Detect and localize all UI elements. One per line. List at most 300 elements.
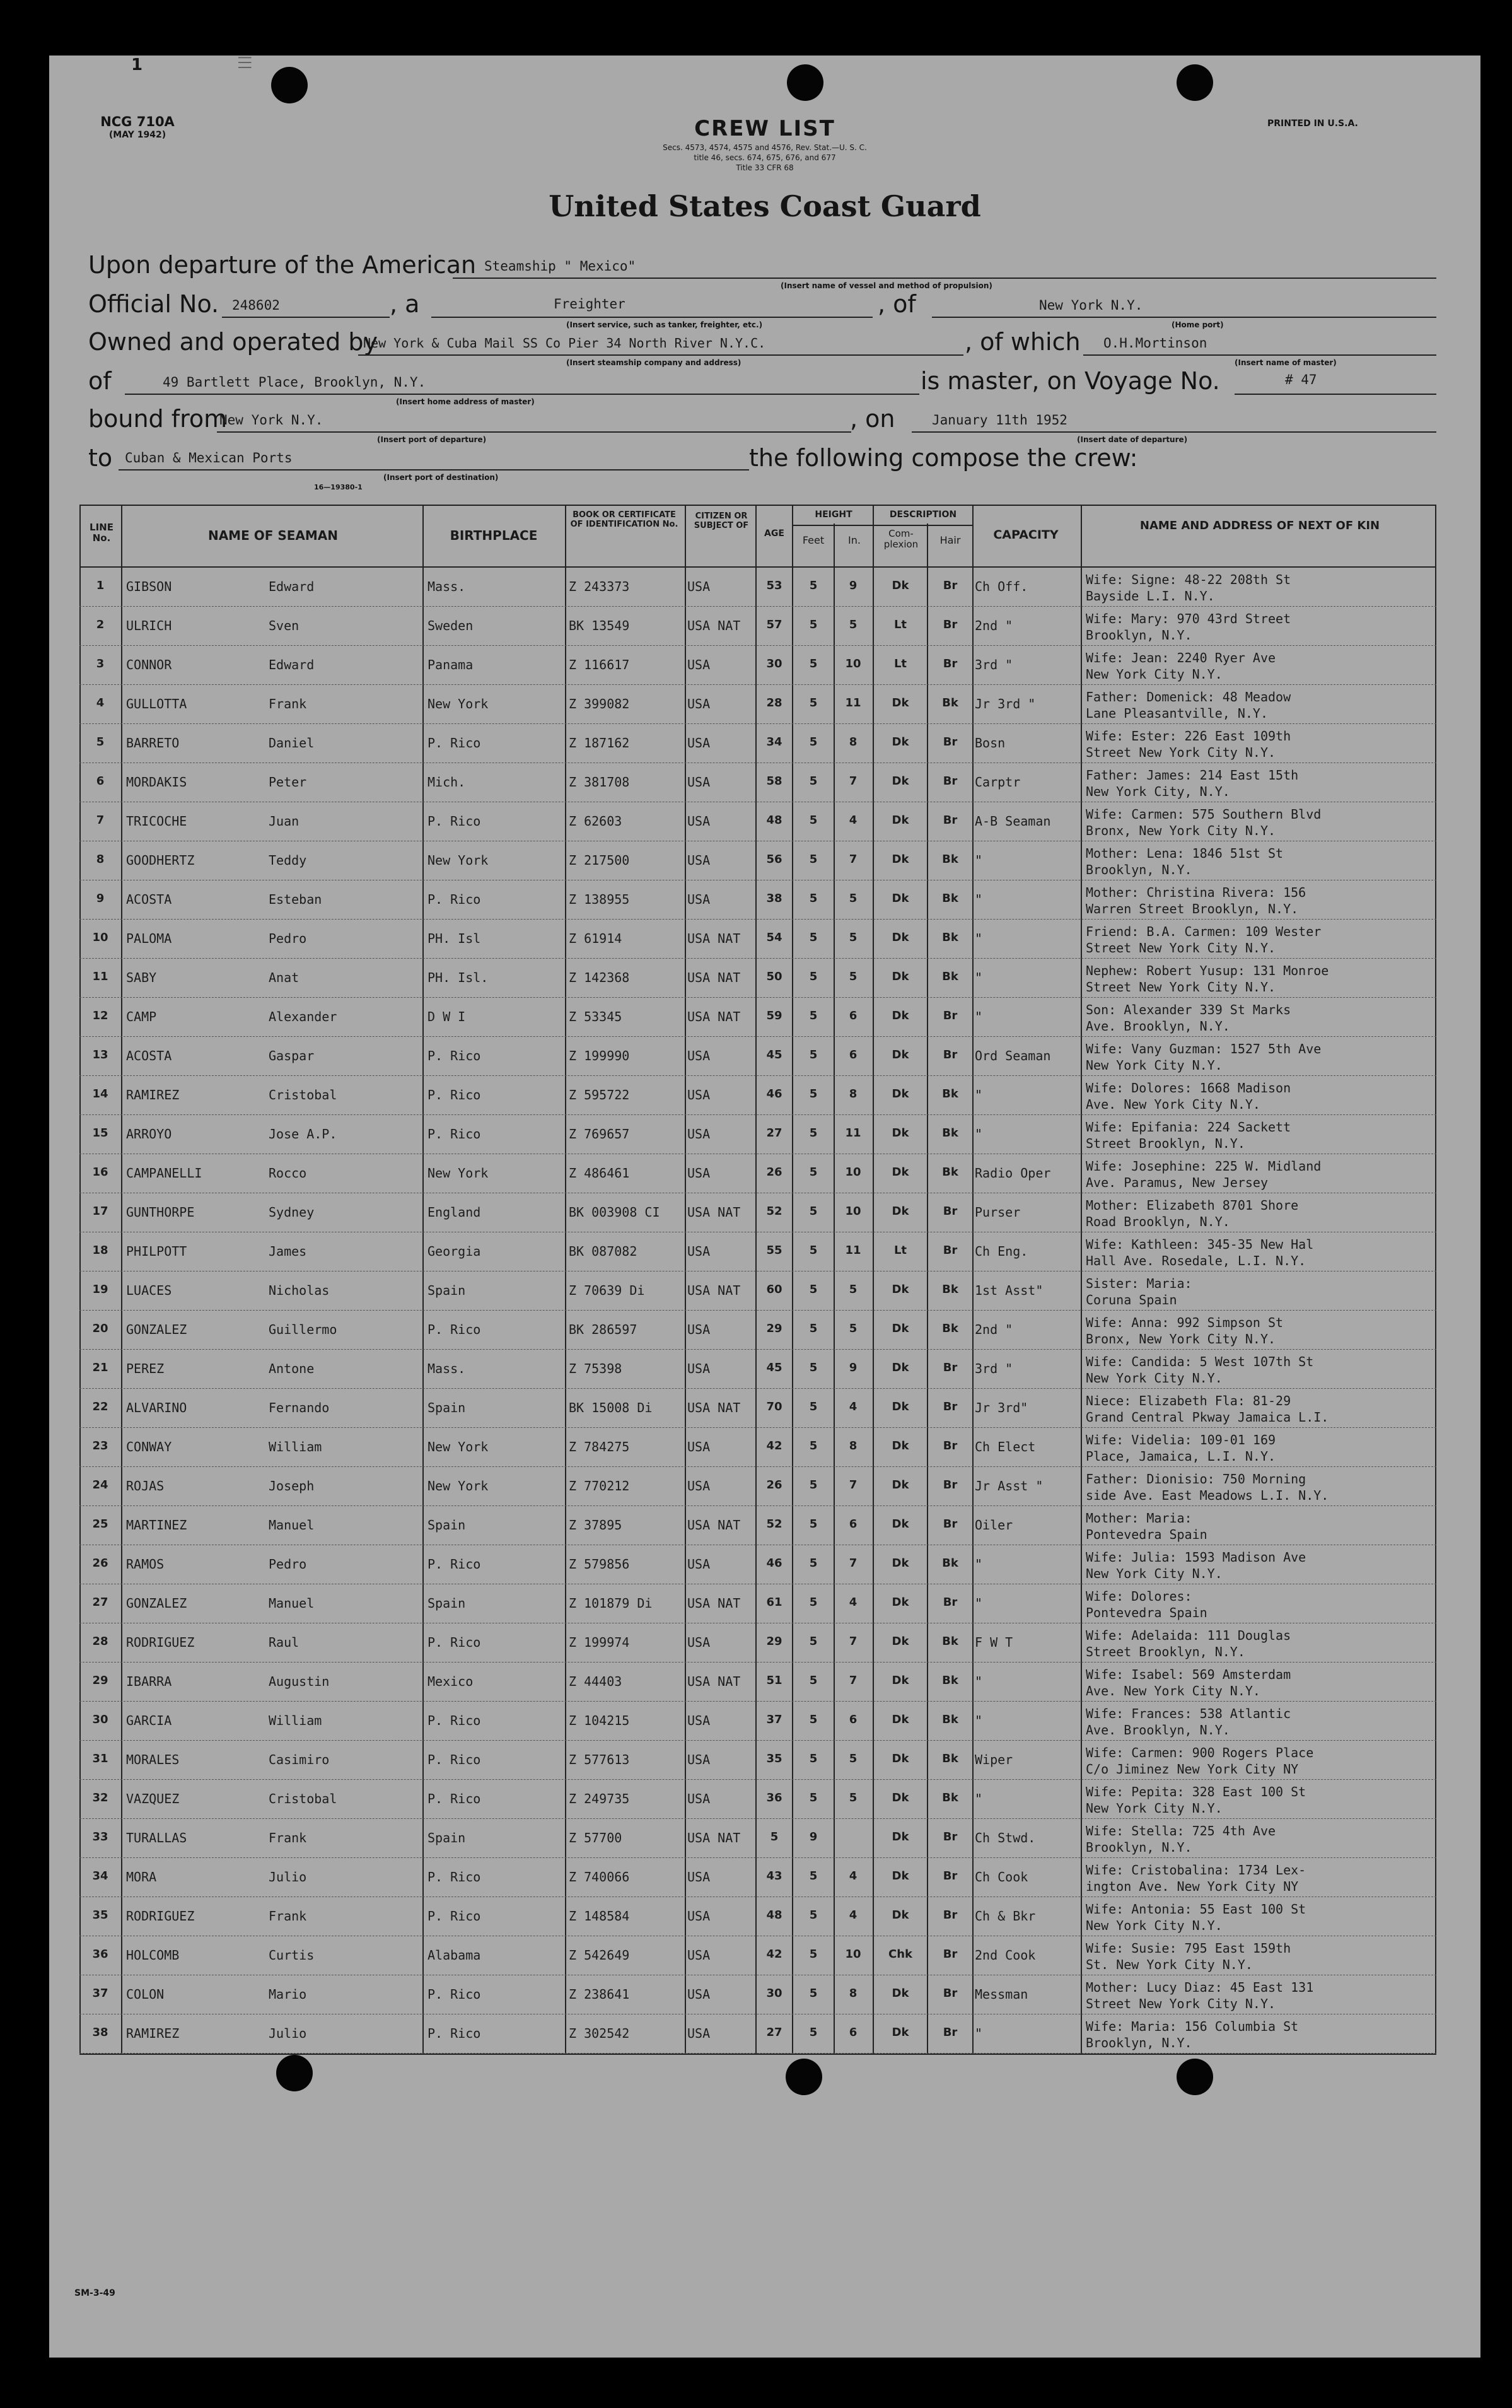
line-number: 10 (92, 931, 108, 944)
seaman-surname: RAMOS (126, 1557, 165, 1572)
capacity: Ch Cook (975, 1869, 1028, 1885)
seaman-given-name: Pedro (269, 931, 307, 946)
seaman-given-name: Edward (269, 657, 315, 672)
seaman-surname: GONZALEZ (126, 1322, 187, 1337)
capacity: 2nd Cook (975, 1948, 1036, 1963)
citizenship: USA NAT (687, 1674, 741, 1689)
citizenship: USA (687, 892, 711, 907)
seaman-given-name: Peter (269, 774, 307, 790)
crew-row (79, 1115, 1436, 1154)
hair-color: Br (943, 1987, 958, 2000)
line-number: 3 (96, 657, 105, 670)
birthplace: P. Rico (427, 1322, 481, 1337)
compose-label: the following compose the crew: (749, 444, 1138, 472)
hair-color: Br (943, 1908, 958, 1922)
crew-row (79, 1897, 1436, 1936)
birthplace: New York (427, 696, 489, 711)
age: 26 (766, 1166, 782, 1179)
next-of-kin-line-2: Ave. Paramus, New Jersey (1086, 1175, 1268, 1190)
crew-row (79, 607, 1436, 646)
height-inches: 10 (845, 1166, 861, 1179)
birthplace: Spain (427, 1517, 466, 1533)
height-inches: 5 (849, 931, 858, 944)
citizenship: USA (687, 1752, 711, 1767)
master-name-hint: (Insert name of master) (1235, 358, 1337, 367)
next-of-kin-line-2: Street Brooklyn, N.Y. (1086, 1136, 1245, 1151)
complexion: Dk (892, 735, 909, 749)
row-divider (79, 2053, 1436, 2054)
binder-hole (787, 64, 823, 101)
citizenship: USA (687, 2026, 711, 2041)
filing-stamp: ||| (238, 56, 253, 71)
line-number: 25 (92, 1517, 108, 1531)
certificate-number: Z 784275 (569, 1439, 630, 1454)
birthplace: P. Rico (427, 892, 481, 907)
seaman-surname: PHILPOTT (126, 1244, 187, 1259)
citizenship: USA (687, 1557, 711, 1572)
next-of-kin-line-1: Mother: Lena: 1846 51st St (1086, 846, 1284, 861)
departure-date-hint: (Insert date of departure) (1077, 435, 1188, 444)
certificate-number: Z 217500 (569, 853, 630, 868)
hair-color: Br (943, 1869, 958, 1883)
capacity: " (975, 892, 983, 907)
next-of-kin-line-2: Coruna Spain (1086, 1292, 1177, 1307)
form-number-date: (MAY 1942) (108, 130, 166, 141)
next-of-kin-line-1: Wife: Mary: 970 43rd Street (1086, 611, 1291, 626)
print-code: 16—19380-1 (314, 483, 363, 491)
height-inches: 4 (849, 1869, 858, 1883)
col-capacity: CAPACITY (993, 528, 1059, 542)
height-inches: 5 (849, 1752, 858, 1765)
complexion: Dk (892, 1908, 909, 1922)
height-inches: 6 (849, 1517, 858, 1531)
footer-code: SM-3-49 (74, 2288, 115, 2298)
birthplace: England (427, 1205, 481, 1220)
line-number: 23 (92, 1439, 108, 1452)
age: 54 (766, 931, 782, 944)
line-number: 33 (92, 1830, 108, 1844)
height-feet: 5 (809, 774, 818, 788)
line-number: 38 (92, 2026, 108, 2039)
height-feet: 5 (809, 1752, 818, 1765)
seaman-given-name: Guillermo (269, 1322, 337, 1337)
capacity: 2nd " (975, 1322, 1013, 1337)
birthplace: P. Rico (427, 735, 481, 751)
birthplace: P. Rico (427, 1908, 481, 1924)
crew-row (79, 1428, 1436, 1467)
seaman-given-name: Manuel (269, 1596, 315, 1611)
seaman-surname: ULRICH (126, 618, 172, 633)
next-of-kin-line-1: Wife: Carmen: 900 Rogers Place (1086, 1745, 1314, 1760)
next-of-kin (1086, 1510, 1434, 1543)
next-of-kin (1086, 1119, 1434, 1152)
line-number: 29 (92, 1674, 108, 1687)
complexion: Dk (892, 1674, 909, 1687)
citizenship: USA (687, 1048, 711, 1063)
height-feet: 5 (809, 1244, 818, 1257)
capacity: 3rd " (975, 1361, 1013, 1376)
departure-label: Upon departure of the American (88, 251, 477, 279)
capacity: Jr 3rd" (975, 1400, 1028, 1415)
line-number: 30 (92, 1713, 108, 1726)
citizenship: USA (687, 1635, 711, 1650)
a-label: , a (390, 290, 420, 318)
citizenship: USA (687, 853, 711, 868)
birthplace: P. Rico (427, 1713, 481, 1728)
owned-label: Owned and operated by (88, 328, 378, 356)
seaman-given-name: Jose A.P. (269, 1126, 337, 1142)
seaman-surname: CAMPANELLI (126, 1166, 202, 1181)
crew-row (79, 959, 1436, 998)
certificate-number: Z 116617 (569, 657, 630, 672)
height-inches: 8 (849, 1987, 858, 2000)
height-feet: 5 (809, 657, 818, 670)
complexion: Dk (892, 1869, 909, 1883)
capacity: Purser (975, 1205, 1021, 1220)
crew-row (79, 841, 1436, 880)
capacity: Ord Seaman (975, 1048, 1051, 1063)
next-of-kin-line-1: Father: Dionisio: 750 Morning (1086, 1471, 1306, 1487)
line-number: 2 (96, 618, 105, 631)
birthplace: Spain (427, 1830, 466, 1845)
capacity: " (975, 2026, 983, 2041)
col-complexion: Com-plexion (883, 528, 919, 551)
seaman-surname: RODRIGUEZ (126, 1635, 195, 1650)
complexion: Dk (892, 1322, 909, 1335)
height-inches: 5 (849, 1283, 858, 1296)
crew-row (79, 1076, 1436, 1115)
next-of-kin-line-1: Wife: Signe: 48-22 208th St (1086, 572, 1291, 587)
height-inches: 10 (845, 1205, 861, 1218)
hair-color: Bk (942, 853, 958, 866)
citizenship: USA NAT (687, 1517, 741, 1533)
next-of-kin (1086, 1666, 1434, 1699)
age: 46 (766, 1557, 782, 1570)
line-number: 34 (92, 1869, 108, 1883)
capacity: " (975, 1557, 983, 1572)
next-of-kin (1086, 1041, 1434, 1073)
height-feet: 9 (809, 1830, 818, 1844)
binder-hole (271, 67, 308, 103)
height-inches: 7 (849, 1557, 858, 1570)
seaman-given-name: Juan (269, 814, 299, 829)
height-inches: 4 (849, 1400, 858, 1413)
next-of-kin-line-1: Wife: Cristobalina: 1734 Lex- (1086, 1862, 1306, 1878)
citizenship: USA (687, 1713, 711, 1728)
col-height: HEIGHT (815, 510, 852, 520)
crew-row (79, 1389, 1436, 1428)
capacity: " (975, 1674, 983, 1689)
crew-row (79, 1623, 1436, 1663)
statute-citation (49, 143, 1480, 173)
complexion: Dk (892, 579, 909, 592)
line-number: 32 (92, 1791, 108, 1804)
next-of-kin-line-1: Wife: Epifania: 224 Sackett (1086, 1119, 1291, 1135)
next-of-kin (1086, 2018, 1434, 2051)
hair-color: Bk (942, 1166, 958, 1179)
next-of-kin-line-2: New York City N.Y. (1086, 1058, 1223, 1073)
height-feet: 5 (809, 970, 818, 983)
next-of-kin-line-2: Pontevedra Spain (1086, 1527, 1207, 1542)
certificate-number: BK 286597 (569, 1322, 637, 1337)
line-number: 27 (92, 1596, 108, 1609)
next-of-kin-line-1: Wife: Vany Guzman: 1527 5th Ave (1086, 1041, 1322, 1056)
next-of-kin-line-1: Wife: Carmen: 575 Southern Blvd (1086, 807, 1322, 822)
seaman-given-name: Cristobal (269, 1087, 337, 1102)
seaman-surname: MORALES (126, 1752, 180, 1767)
next-of-kin-line-1: Sister: Maria: (1086, 1276, 1192, 1291)
certificate-number: Z 199974 (569, 1635, 630, 1650)
height-feet: 5 (809, 1087, 818, 1101)
line-number: 15 (92, 1126, 108, 1140)
next-of-kin-line-1: Father: Domenick: 48 Meadow (1086, 689, 1291, 704)
complexion: Lt (893, 657, 907, 670)
certificate-number: Z 770212 (569, 1478, 630, 1493)
seaman-given-name: Curtis (269, 1948, 315, 1963)
age: 48 (766, 1908, 782, 1922)
citizenship: USA (687, 1908, 711, 1924)
birthplace: PH. Isl. (427, 970, 489, 985)
hair-color: Br (943, 1596, 958, 1609)
height-inches: 6 (849, 2026, 858, 2039)
hair-color: Br (943, 1009, 958, 1022)
next-of-kin (1086, 845, 1434, 878)
age: 51 (766, 1674, 782, 1687)
height-feet: 5 (809, 618, 818, 631)
height-inches: 7 (849, 774, 858, 788)
next-of-kin (1086, 611, 1434, 643)
age: 59 (766, 1009, 782, 1022)
capacity: " (975, 970, 983, 985)
birthplace: Mass. (427, 579, 466, 594)
next-of-kin-line-1: Friend: B.A. Carmen: 109 Wester (1086, 924, 1322, 939)
height-inches: 4 (849, 1908, 858, 1922)
seaman-given-name: Raul (269, 1635, 299, 1650)
departure-port-value: New York N.Y. (219, 412, 323, 428)
next-of-kin-line-2: Warren Street Brooklyn, N.Y. (1086, 901, 1299, 916)
seaman-surname: RAMIREZ (126, 2026, 180, 2041)
birthplace: New York (427, 1478, 489, 1493)
age: 61 (766, 1596, 782, 1609)
hair-color: Bk (942, 696, 958, 710)
seaman-given-name: Alexander (269, 1009, 337, 1024)
line-number: 36 (92, 1948, 108, 1961)
certificate-number: Z 138955 (569, 892, 630, 907)
birthplace: Spain (427, 1596, 466, 1611)
seaman-surname: GUNTHORPE (126, 1205, 195, 1220)
next-of-kin (1086, 728, 1434, 761)
col-feet: Feet (802, 534, 825, 546)
seaman-given-name: Frank (269, 696, 307, 711)
on-label: , on (850, 405, 895, 433)
line-number: 19 (92, 1283, 108, 1296)
next-of-kin (1086, 1979, 1434, 2012)
certificate-number: Z 302542 (569, 2026, 630, 2041)
age: 70 (766, 1400, 782, 1413)
next-of-kin-line-2: side Ave. East Meadows L.I. N.Y. (1086, 1488, 1329, 1503)
height-feet: 5 (809, 1126, 818, 1140)
citizenship: USA NAT (687, 1205, 741, 1220)
complexion: Dk (892, 1478, 909, 1492)
col-birthplace: BIRTHPLACE (450, 528, 538, 543)
crew-row (79, 646, 1436, 685)
seaman-surname: GIBSON (126, 579, 172, 594)
seaman-surname: MARTINEZ (126, 1517, 187, 1533)
capacity: " (975, 931, 983, 946)
birthplace: Spain (427, 1400, 466, 1415)
hair-color: Br (943, 735, 958, 749)
seaman-surname: BARRETO (126, 735, 180, 751)
handwritten-mark: 1 (131, 56, 143, 74)
height-feet: 5 (809, 1205, 818, 1218)
line-number: 26 (92, 1557, 108, 1570)
crew-row (79, 1193, 1436, 1232)
seaman-given-name: Frank (269, 1908, 307, 1924)
citizenship: USA (687, 579, 711, 594)
citizenship: USA (687, 1478, 711, 1493)
height-inches: 10 (845, 1948, 861, 1961)
certificate-number: BK 15008 Di (569, 1400, 653, 1415)
citizenship: USA NAT (687, 970, 741, 985)
citizenship: USA (687, 814, 711, 829)
citizenship: USA (687, 1439, 711, 1454)
next-of-kin (1086, 650, 1434, 682)
complexion: Dk (892, 1439, 909, 1452)
next-of-kin-line-1: Wife: Videlia: 109-01 169 (1086, 1432, 1276, 1447)
line-number: 17 (92, 1205, 108, 1218)
height-inches: 5 (849, 892, 858, 905)
height-feet: 5 (809, 1009, 818, 1022)
capacity: " (975, 1713, 983, 1728)
next-of-kin (1086, 1823, 1434, 1856)
height-inches: 11 (845, 1244, 861, 1257)
certificate-number: Z 61914 (569, 931, 622, 946)
crew-row (79, 920, 1436, 959)
age: 5 (770, 1830, 779, 1844)
seaman-surname: GARCIA (126, 1713, 172, 1728)
seaman-given-name: James (269, 1244, 307, 1259)
certificate-number: Z 62603 (569, 814, 622, 829)
certificate-number: BK 087082 (569, 1244, 637, 1259)
col-next-of-kin: NAME AND ADDRESS OF NEXT OF KIN (1139, 519, 1380, 532)
height-feet: 5 (809, 735, 818, 749)
hair-color: Bk (942, 1791, 958, 1804)
birthplace: Mexico (427, 1674, 474, 1689)
seaman-surname: MORDAKIS (126, 774, 187, 790)
next-of-kin-line-1: Niece: Elizabeth Fla: 81-29 (1086, 1393, 1291, 1408)
capacity: Jr Asst " (975, 1478, 1044, 1493)
seaman-given-name: William (269, 1713, 322, 1728)
line-number: 18 (92, 1244, 108, 1257)
next-of-kin-line-1: Mother: Lucy Diaz: 45 East 131 (1086, 1980, 1314, 1995)
height-inches: 7 (849, 1635, 858, 1648)
height-inches: 5 (849, 970, 858, 983)
certificate-number: Z 249735 (569, 1791, 630, 1806)
capacity: Jr 3rd " (975, 696, 1036, 711)
seaman-given-name: Rocco (269, 1166, 307, 1181)
birthplace: P. Rico (427, 1048, 481, 1063)
height-inches: 4 (849, 1596, 858, 1609)
master-address-value: 49 Bartlett Place, Brooklyn, N.Y. (163, 375, 426, 390)
next-of-kin-line-1: Wife: Isabel: 569 Amsterdam (1086, 1667, 1291, 1682)
crew-row (79, 568, 1436, 607)
hair-color: Br (943, 1205, 958, 1218)
age: 30 (766, 1987, 782, 2000)
height-feet: 5 (809, 1596, 818, 1609)
capacity: " (975, 1087, 983, 1102)
col-hair: Hair (939, 534, 961, 546)
capacity: " (975, 1791, 983, 1806)
age: 30 (766, 657, 782, 670)
age: 27 (766, 2026, 782, 2039)
seaman-given-name: Manuel (269, 1517, 315, 1533)
crew-row (79, 1545, 1436, 1584)
next-of-kin (1086, 1236, 1434, 1269)
next-of-kin-line-1: Wife: Candida: 5 West 107th St (1086, 1354, 1314, 1369)
height-feet: 5 (809, 1283, 818, 1296)
company-hint: (Insert steamship company and address) (566, 358, 741, 367)
seaman-surname: PEREZ (126, 1361, 165, 1376)
vessel-type-value: Freighter (554, 296, 625, 312)
age: 58 (766, 774, 782, 788)
seaman-surname: GONZALEZ (126, 1596, 187, 1611)
vessel-hint: (Insert name of vessel and method of propulsion) (781, 281, 992, 290)
seaman-surname: IBARRA (126, 1674, 172, 1689)
capacity: Ch Off. (975, 579, 1028, 594)
hair-color: Bk (942, 1322, 958, 1335)
seaman-surname: ALVARINO (126, 1400, 187, 1415)
seaman-surname: GULLOTTA (126, 696, 187, 711)
seaman-given-name: Pedro (269, 1557, 307, 1572)
next-of-kin-line-2: ington Ave. New York City NY (1086, 1879, 1299, 1894)
certificate-number: Z 37895 (569, 1517, 622, 1533)
height-inches: 7 (849, 1478, 858, 1492)
age: 56 (766, 853, 782, 866)
next-of-kin-line-1: Mother: Elizabeth 8701 Shore (1086, 1198, 1299, 1213)
citizenship: USA NAT (687, 1283, 741, 1298)
next-of-kin (1086, 1353, 1434, 1386)
age: 50 (766, 970, 782, 983)
height-inches: 6 (849, 1713, 858, 1726)
official-no-label: Official No. (88, 290, 219, 318)
seaman-surname: COLON (126, 1987, 165, 2002)
crew-row (79, 1584, 1436, 1623)
capacity: Ch Elect (975, 1439, 1036, 1454)
next-of-kin-line-1: Wife: Josephine: 225 W. Midland (1086, 1159, 1322, 1174)
complexion: Dk (892, 931, 909, 944)
crew-row (79, 1506, 1436, 1545)
crew-row (79, 1232, 1436, 1271)
next-of-kin-line-1: Wife: Jean: 2240 Ryer Ave (1086, 650, 1276, 665)
complexion: Dk (892, 774, 909, 788)
hair-color: Bk (942, 1713, 958, 1726)
age: 45 (766, 1361, 782, 1374)
line-number: 12 (92, 1009, 108, 1022)
bound-from-label: bound from (88, 405, 228, 433)
seaman-surname: CONWAY (126, 1439, 172, 1454)
height-feet: 5 (809, 931, 818, 944)
age: 38 (766, 892, 782, 905)
height-feet: 5 (809, 1361, 818, 1374)
hair-color: Br (943, 1244, 958, 1257)
height-inches: 11 (845, 696, 861, 710)
crew-row (79, 1271, 1436, 1311)
next-of-kin (1086, 1002, 1434, 1034)
departure-date-value: January 11th 1952 (932, 412, 1067, 428)
age: 48 (766, 814, 782, 827)
master-name-value: O.H.Mortinson (1103, 336, 1207, 351)
destination-hint: (Insert port of destination) (383, 473, 499, 482)
